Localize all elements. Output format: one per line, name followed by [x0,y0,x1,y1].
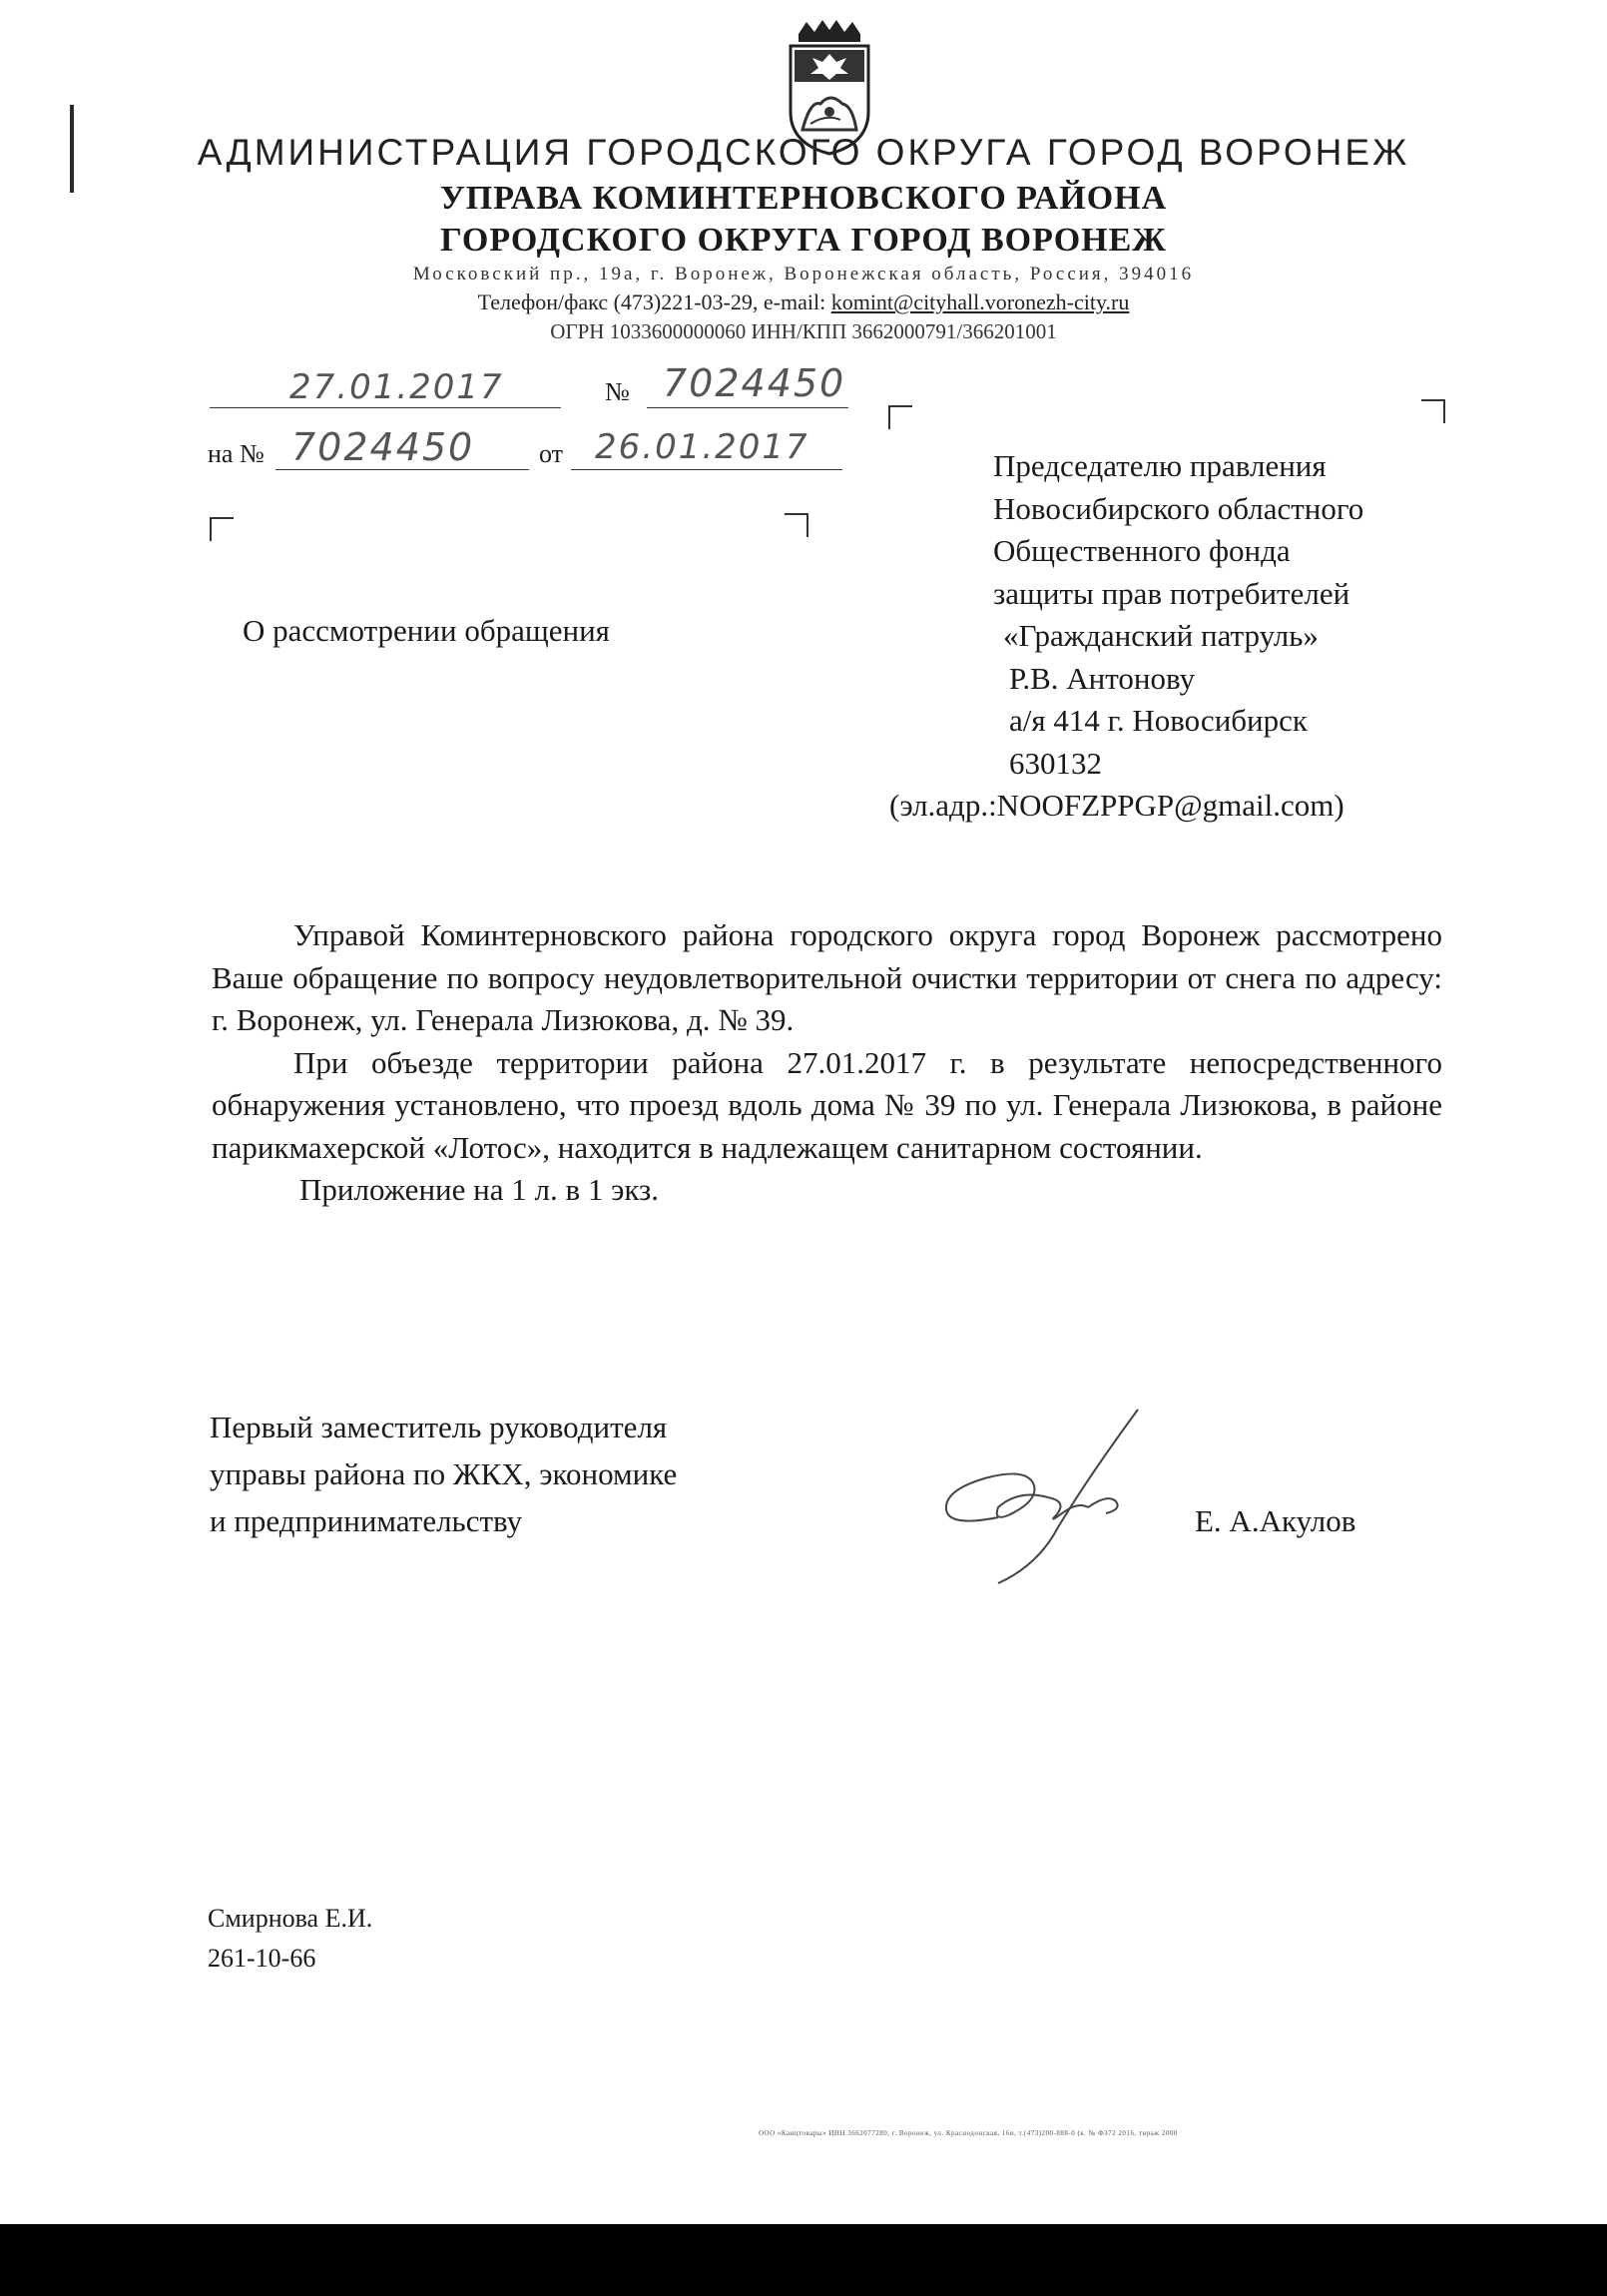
handwritten-signature [938,1398,1198,1587]
attachment-note: Приложение на 1 л. в 1 экз. [299,1172,660,1207]
executor-block [208,1899,372,1979]
reg-date: 27.01.2017 [289,367,504,407]
email-link[interactable]: komint@cityhall.voronezh-city.ru [830,289,1130,314]
signer-position [210,1404,677,1544]
addressee-email: (эл.адр.:NOOFZPPGP@gmail.com) [889,788,1344,823]
position-line: Первый заместитель руководителя [210,1410,668,1444]
addressee-line: Председателю правления [993,448,1327,483]
addressee-line: защиты прав потребителей [993,575,1350,611]
executor-name: Смирнова Е.И. [208,1904,373,1933]
position-line: управы района по ЖКХ, экономике [210,1456,678,1491]
addressee-line: а/я 414 г. Новосибирск [1009,703,1308,738]
signer-name: Е. А.Акулов [1195,1503,1356,1538]
reg-date-line [210,407,561,408]
addressee-line: 630132 [1009,745,1102,781]
phone-fax: Телефон/факс (473)221-03-29, e-mail: [477,289,831,314]
letter-subject: О рассмотрении обращения [243,613,610,648]
addressee-block [889,445,1364,828]
position-line: и предпринимательству [210,1503,523,1538]
contact-line [0,289,1607,315]
reg-number: 7024450 [663,361,846,405]
letter-body [212,914,1442,1212]
postal-address: Московский пр., 19а, г. Воронеж, Воронежская область, Россия, 394016 [412,264,1195,285]
ref-date: 26.01.2017 [595,427,809,467]
printer-footer: ООО «Канцтовары» ИНН 3662077280, г. Воронеж, ул. Краснодонская, 16и, т.(473)200-888-0 (к. № ФЗ72 2016, тираж 2000 [759,2129,1178,2137]
ref-prefix: на № [208,439,265,468]
ogrn-inn: ОГРН 1033600000060 ИНН/КПП 3662000791/366201001 [550,319,1057,343]
addressee-corner-right [1421,399,1445,423]
reg-number-label: № [605,377,630,406]
addressee-corner-left [888,405,912,429]
addressee-line: Р.В. Антонову [1009,660,1196,696]
executor-phone: 261-10-66 [208,1944,316,1973]
uprava-title-line2: ГОРОДСКОГО ОКРУГА ГОРОД ВОРОНЕЖ [440,222,1167,259]
ref-from-label: от [539,439,564,468]
addressee-line: «Гражданский патруль» [1003,618,1319,653]
addressee-line: Общественного фонда [993,533,1291,568]
uprava-title-line1: УПРАВА КОМИНТЕРНОВСКОГО РАЙОНА [439,180,1168,217]
addressee-line: Новосибирского областного [993,490,1364,526]
reg-number-line [647,407,848,408]
administration-title: АДМИНИСТРАЦИЯ ГОРОДСКОГО ОКРУГА ГОРОД ВОРОНЕЖ [197,132,1410,173]
body-paragraph-1: Управой Коминтерновского района городского округа город Воронеж рассмотрено Ваше обращение по вопросу неудовлетворительной очистки территории от снега по адресу: г. Воронеж, ул. Генерала Лизюкова, д. № 39. [212,917,1442,1037]
ref-number: 7024450 [291,425,475,469]
subject-corner-right [785,513,808,537]
ref-number-line [275,469,529,470]
body-paragraph-2: При объезде территории района 27.01.2017 г. в результате непосредственного обнаружения установлено, что проезд вдоль дома № 39 по ул. Генерала Лизюкова, в районе парикмахерской «Лотос», находится в надлежащем санитарном состоянии. [212,1044,1442,1165]
ref-date-line [571,469,842,470]
subject-corner-left [210,517,234,541]
scan-bottom-bar [0,2224,1607,2296]
